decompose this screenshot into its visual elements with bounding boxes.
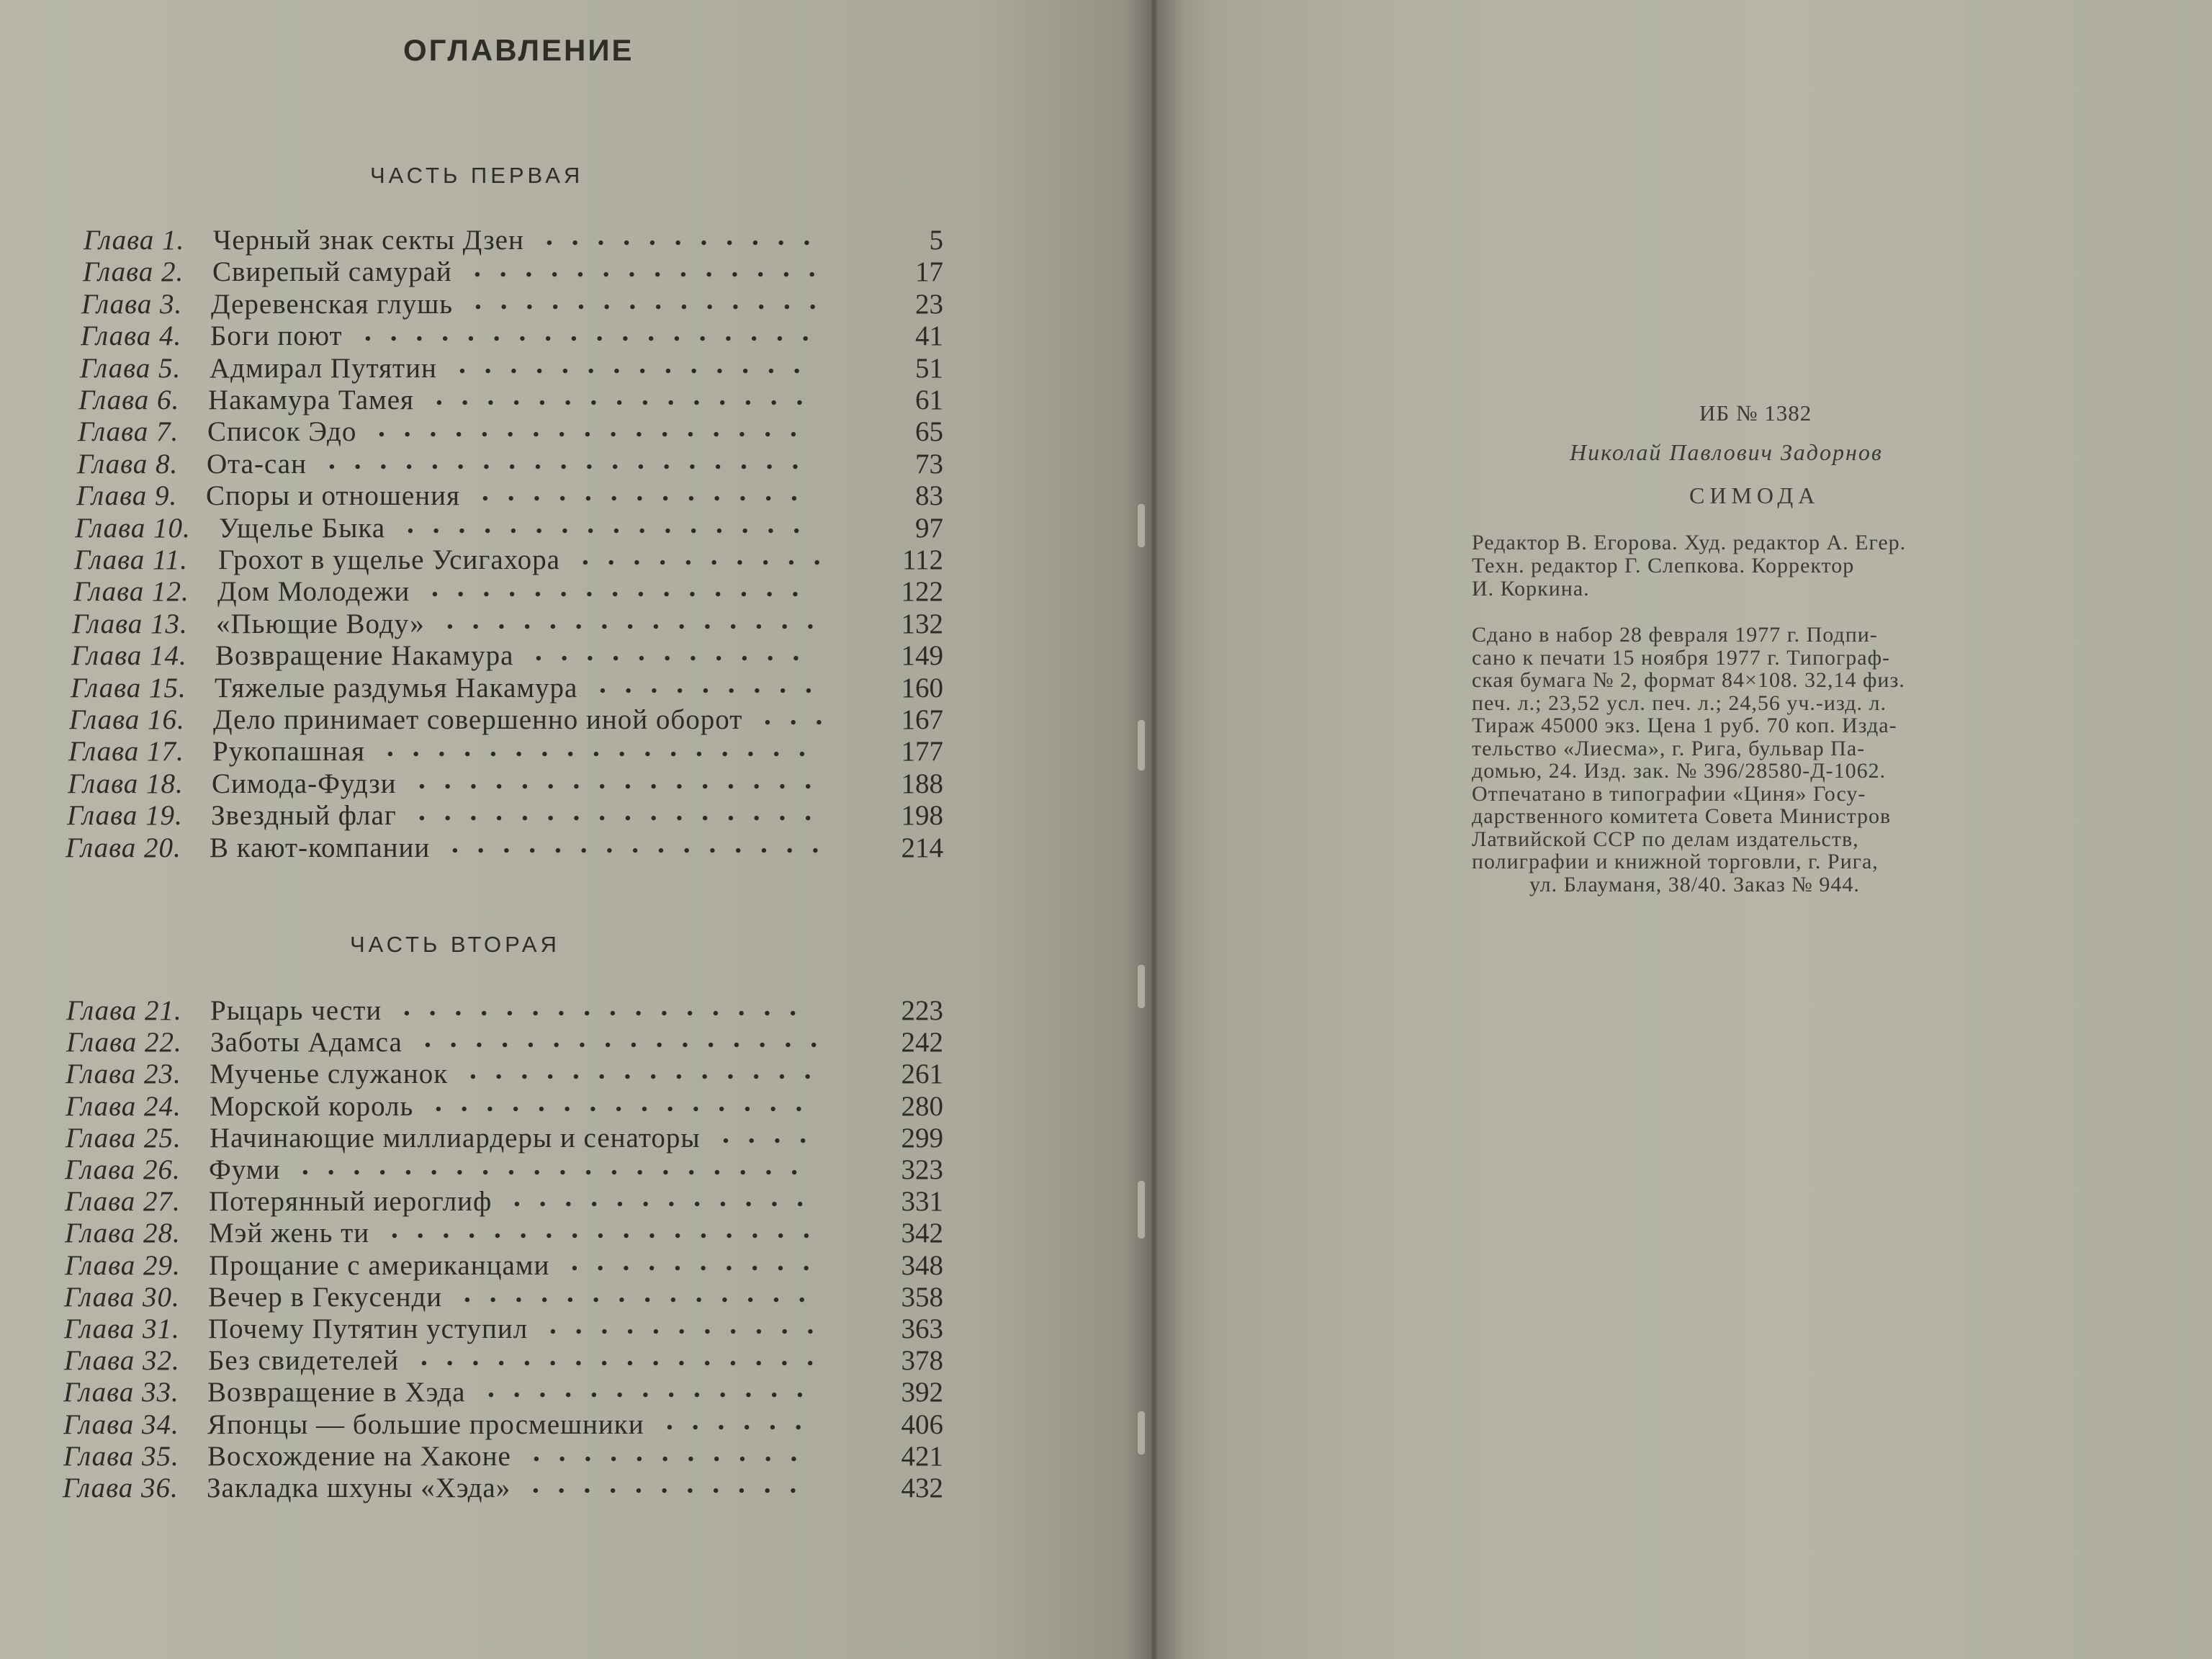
leader-dots: ........... [549,1309,833,1340]
chapter-title: Тяжелые раздумья Накамура [215,672,578,703]
toc-entry [72,603,950,640]
chapter-label: Глава 16. [69,704,185,735]
chapter-page-number: 51 [915,352,943,384]
chapter-page-number: 223 [901,995,943,1026]
imprint-line: И. Коркина. [1472,577,1590,601]
chapter-title: Симода-Фудзи [212,768,397,799]
chapter-title: Дело принимает совершенно иной оборот [213,704,743,735]
chapter-page-number: 177 [901,736,943,768]
leader-dots: ................. [391,1213,829,1245]
chapter-label: Глава 33. [63,1377,179,1408]
toc-entry [77,444,950,480]
toc-entry [75,508,950,544]
toc-entry [78,380,950,416]
chapter-label: Глава 10. [75,512,191,544]
chapter-label: Глава 30. [64,1281,180,1313]
chapter-title: Дом Молодежи [217,576,410,608]
leader-dots: .............. [459,348,819,379]
leader-dots: ............... [436,380,822,411]
toc-entry [71,667,950,704]
imprint-line: Редактор В. Егорова. Худ. редактор А. Егер. [1472,531,1907,554]
chapter-label: Глава 25. [66,1122,181,1154]
chapter-page-number: 323 [901,1154,943,1185]
chapter-page-number: 73 [915,448,943,480]
leader-dots: ................. [378,412,816,444]
chapter-title: Прощание с американцами [209,1249,550,1281]
chapter-label: Глава 28. [65,1218,181,1249]
chapter-title: Без свидетелей [208,1345,400,1377]
imprint-line: дарственного комитета Совета Министров [1472,804,1892,828]
chapter-title: Список Эдо [207,416,357,448]
leader-dots: ...... [666,1404,821,1436]
chapter-title: Деревенская глушь [211,288,454,320]
toc-entry [81,316,950,352]
chapter-label: Глава 11. [74,544,188,575]
chapter-page-number: 299 [901,1122,943,1154]
leader-dots: ............ [513,1182,822,1213]
chapter-page-number: 363 [901,1313,943,1344]
leader-dots: .................... [302,1150,817,1181]
chapter-page-number: 188 [901,768,943,799]
author-name: Николай Павлович Задорнов [1570,439,1883,465]
toc-entry [71,636,950,672]
chapter-title: Начинающие миллиардеры и сенаторы [210,1122,701,1154]
chapter-label: Глава 23. [66,1058,181,1090]
chapter-label: Глава 8. [77,448,179,480]
chapter-page-number: 132 [901,608,943,639]
toc-entry [73,572,950,608]
chapter-title: Ота-сан [207,448,307,480]
leader-dots: ......... [599,667,831,699]
leader-dots: ........... [535,636,819,667]
leader-dots: .......... [571,1245,829,1277]
toc-entry [63,1468,950,1504]
chapter-page-number: 149 [901,640,943,672]
imprint-line: ская бумага № 2, формат 84×108. 32,14 физ. [1472,668,1905,692]
chapter-page-number: 342 [901,1218,943,1249]
part-one-heading: ЧАСТЬ ПЕРВАЯ [370,163,584,188]
chapter-page-number: 61 [915,385,943,415]
chapter-title: Заботы Адамса [210,1027,403,1058]
chapter-label: Глава 32. [64,1345,180,1377]
leader-dots: .............. [469,1054,830,1086]
book-title: СИМОДА [1689,482,1820,508]
leader-dots: ................ [407,508,819,539]
chapter-page-number: 112 [902,544,943,575]
chapter-label: Глава 7. [78,416,179,448]
chapter-page-number: 198 [901,800,943,832]
chapter-title: Адмирал Путятин [210,352,437,384]
leader-dots: ................ [424,1022,836,1054]
chapter-title: Рыцарь чести [210,995,382,1026]
chapter-page-number: 348 [901,1249,943,1281]
leader-dots: .............. [464,1277,824,1308]
chapter-title: Возвращение в Хэда [207,1377,466,1408]
chapter-page-number: 331 [901,1186,943,1218]
chapter-page-number: 5 [929,225,943,256]
chapter-label: Глава 14. [71,640,187,672]
binding-stitch [1138,1411,1145,1455]
leader-dots: ................ [421,1341,832,1372]
chapter-label: Глава 17. [68,736,184,768]
leader-dots: ... [764,700,842,731]
right-page [1152,0,2212,1659]
chapter-label: Глава 13. [72,608,188,639]
chapter-page-number: 261 [901,1058,943,1090]
chapter-title: Вечер в Гекусенди [208,1281,443,1313]
chapter-label: Глава 24. [66,1090,181,1122]
chapter-label: Глава 15. [71,672,186,703]
leader-dots: ............... [446,603,833,635]
leader-dots: .............. [474,252,835,284]
chapter-label: Глава 3. [81,288,183,320]
binding-stitch [1138,1181,1145,1238]
toc-entry [84,220,950,256]
chapter-title: Рукопашная [212,736,365,768]
imprint-line: полиграфии и книжной торговли, г. Рига, [1472,850,1879,873]
chapter-title: Японцы — большие просмешники [207,1408,644,1440]
chapter-label: Глава 1. [84,225,185,256]
toc-entry [74,540,950,576]
chapter-title: Возвращение Накамура [215,640,514,672]
chapter-page-number: 65 [915,416,943,448]
toc-entry [76,476,950,512]
chapter-page-number: 167 [901,704,943,735]
chapter-label: Глава 12. [73,576,189,608]
toc-entry [83,252,950,288]
leader-dots: ............... [435,1086,822,1118]
leader-dots: ................... [328,444,818,475]
chapter-label: Глава 34. [63,1408,179,1440]
leader-dots: ................. [387,732,824,763]
leader-dots: ........... [533,1436,817,1467]
chapter-page-number: 83 [915,480,943,512]
imprint-line: Тираж 45000 экз. Цена 1 руб. 70 коп. Изда- [1472,714,1897,737]
chapter-page-number: 122 [901,576,943,608]
chapter-page-number: 160 [901,672,943,703]
toc-entry [63,1436,950,1473]
chapter-title: Свирепый самурай [212,256,452,288]
chapter-title: Звездный флаг [211,800,397,832]
chapter-label: Глава 4. [81,320,182,352]
chapter-title: «Пьющие Воду» [216,608,425,639]
leader-dots: .......... [582,540,840,571]
chapter-title: Споры и отношения [206,480,460,512]
book-gutter [1125,0,1182,1659]
imprint-line: Латвийской ССР по делам издательств, [1472,827,1859,851]
chapter-page-number: 23 [915,288,943,320]
chapter-page-number: 406 [901,1408,943,1440]
chapter-label: Глава 20. [66,832,181,863]
chapter-label: Глава 29. [65,1249,181,1281]
chapter-label: Глава 27. [65,1186,181,1218]
chapter-page-number: 421 [901,1440,943,1472]
leader-dots: ........... [546,220,830,251]
chapter-label: Глава 31. [64,1313,180,1344]
imprint-line: тельство «Лиесма», г. Рига, бульвар Па- [1472,736,1866,760]
chapter-page-number: 432 [901,1473,943,1503]
chapter-title: Потерянный иероглиф [209,1186,493,1218]
chapter-title: Закладка шхуны «Хэда» [207,1473,511,1503]
leader-dots: ................ [403,991,815,1022]
imprint-line: домью, 24. Изд. зак. № 396/28580-Д-1062. [1472,759,1887,783]
chapter-page-number: 17 [915,256,943,288]
chapter-page-number: 280 [901,1090,943,1122]
chapter-title: Мученье служанок [210,1058,449,1090]
leader-dots: ............. [482,476,817,508]
toc-entry [80,348,950,385]
toc-entry [63,1404,950,1441]
chapter-label: Глава 35. [63,1440,179,1472]
leader-dots: ............... [451,827,838,859]
imprint-line: Техн. редактор Г. Слепкова. Корректор [1472,554,1855,577]
binding-stitch [1138,504,1145,547]
chapter-page-number: 392 [901,1377,943,1408]
chapter-label: Глава 19. [67,800,183,832]
leader-dots: ............. [487,1372,822,1404]
chapter-label: Глава 21. [66,995,182,1026]
toc-entry [69,700,950,736]
toc-entry [81,284,950,320]
chapter-label: Глава 18. [68,768,184,799]
chapter-label: Глава 26. [65,1154,181,1185]
toc-entry [68,732,950,768]
leader-dots: .... [722,1118,825,1149]
leader-dots: .................. [364,316,828,348]
chapter-label: Глава 6. [78,385,180,415]
chapter-title: Восхождение на Хаконе [207,1440,511,1472]
leader-dots: ............... [431,572,818,603]
chapter-title: Фуми [209,1154,281,1185]
chapter-page-number: 41 [915,320,943,352]
chapter-label: Глава 5. [80,352,181,384]
imprint-line: печ. л.; 23,52 усл. печ. л.; 24,56 уч.-изд. л. [1472,691,1887,715]
ib-number: ИБ № 1382 [1699,400,1812,426]
binding-stitch [1138,720,1145,770]
toc-entry [67,796,950,832]
leader-dots: ................ [418,763,830,795]
chapter-page-number: 358 [901,1281,943,1313]
chapter-page-number: 242 [901,1027,943,1058]
chapter-title: Ущелье Быка [219,512,386,544]
chapter-title: Почему Путятин уступил [208,1313,529,1344]
chapter-title: Грохот в ущелье Усигахора [218,544,560,575]
chapter-title: В кают-компании [210,832,431,863]
chapter-title: Боги поют [210,320,343,352]
chapter-label: Глава 36. [63,1473,179,1503]
toc-title: ОГЛАВЛЕНИЕ [403,33,634,67]
chapter-label: Глава 2. [83,256,184,288]
chapter-page-number: 97 [915,512,943,544]
chapter-page-number: 378 [901,1345,943,1377]
leader-dots: ................ [418,796,830,827]
chapter-title: Накамура Тамея [208,385,414,415]
imprint-line: Сдано в набор 28 февраля 1977 г. Подпи- [1472,623,1878,647]
chapter-title: Мэй жень ти [209,1218,370,1249]
chapter-label: Глава 22. [66,1027,182,1058]
toc-entry [68,763,950,800]
imprint-line: Отпечатано в типографии «Циня» Госу- [1472,781,1866,806]
binding-stitch [1138,965,1145,1008]
imprint-line: сано к печати 15 ноября 1977 г. Типограф- [1472,645,1891,670]
imprint-line: ул. Блауманя, 38/40. Заказ № 944. [1529,872,1860,896]
toc-entry [66,827,950,864]
chapter-title: Морской король [210,1090,414,1122]
leader-dots: .............. [475,284,835,315]
chapter-page-number: 214 [901,832,943,863]
toc-entry [78,412,950,448]
chapter-label: Глава 9. [76,480,178,512]
part-two-heading: ЧАСТЬ ВТОРАЯ [350,932,560,957]
leader-dots: ........... [532,1468,816,1499]
chapter-title: Черный знак секты Дзен [213,225,524,256]
